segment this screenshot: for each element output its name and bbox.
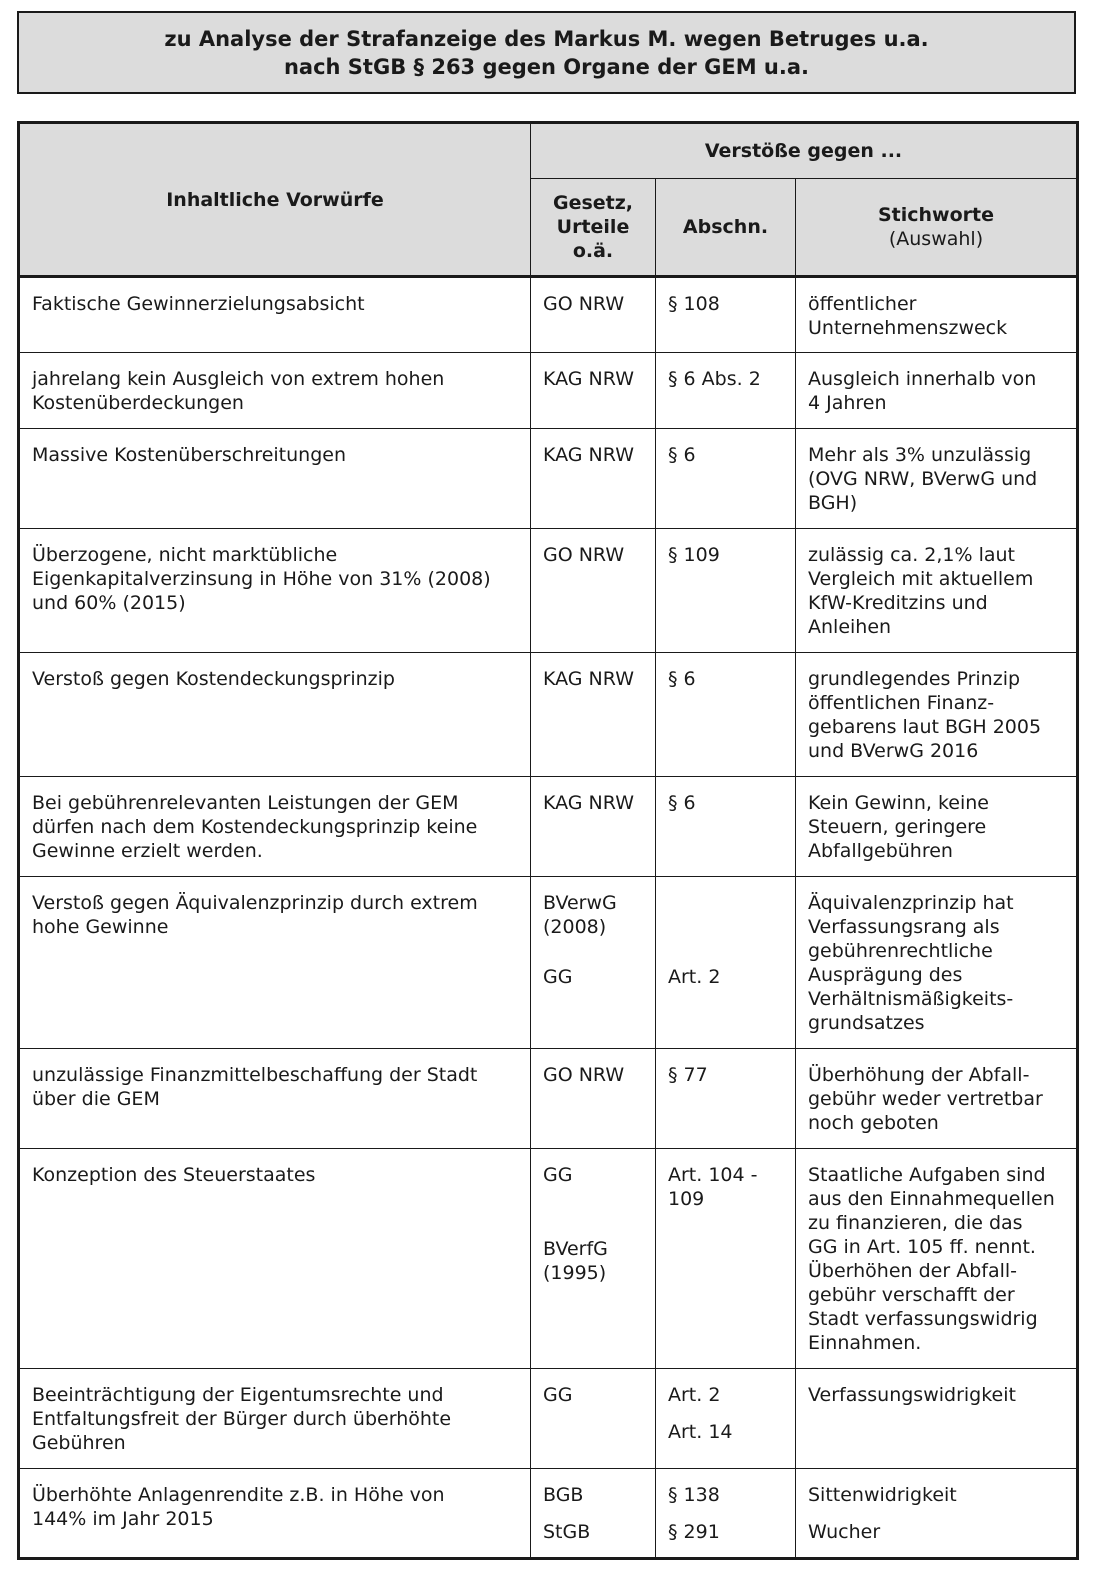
stichworte-line: Verhältnismäßigkeits- — [808, 988, 1014, 1010]
gesetz-line: (2008) — [543, 916, 607, 938]
gesetz-line: GO NRW — [543, 544, 625, 566]
table-row — [19, 653, 1078, 777]
vorwurf-line: über die GEM — [32, 1088, 160, 1110]
cell-gesetz — [531, 277, 656, 353]
header-inhaltliche-vorwuerfe: Inhaltliche Vorwürfe — [19, 123, 531, 277]
cell-gesetz — [531, 777, 656, 877]
table-row — [19, 877, 1078, 1049]
abschnitt-line: § 6 Abs. 2 — [668, 368, 761, 390]
stichworte-line: noch geboten — [808, 1112, 939, 1134]
abschnitt-line: § 108 — [668, 293, 720, 315]
abschnitt-line: Art. 104 - — [668, 1164, 758, 1186]
vorwurf-line: Verstoß gegen Äquivalenzprinzip durch extrem — [32, 892, 478, 914]
cell-stichworte — [796, 777, 1078, 877]
stichworte-line: Verfassungswidrigkeit — [808, 1384, 1016, 1406]
abschnitt-line: § 291 — [668, 1521, 720, 1543]
stichworte-line: Unternehmenszweck — [808, 317, 1008, 339]
cell-stichworte — [796, 877, 1078, 1049]
vorwurf-line: Eigenkapitalverzinsung in Höhe von 31% (2008) — [32, 568, 491, 590]
cell-stichworte — [796, 1469, 1078, 1559]
stichworte-line: Einnahmen. — [808, 1332, 922, 1354]
stichworte-line: GG in Art. 105 ff. nennt. — [808, 1236, 1036, 1258]
stichworte-line: 4 Jahren — [808, 392, 887, 414]
abschnitt-line: Art. 2 — [668, 966, 721, 988]
stichworte-line: grundlegendes Prinzip — [808, 668, 1021, 690]
abschnitt-line: § 109 — [668, 544, 720, 566]
stichworte-line: Ausprägung des — [808, 964, 963, 986]
gesetz-line: (1995) — [543, 1262, 607, 1284]
cell-stichworte — [796, 1049, 1078, 1149]
gesetz-line: StGB — [543, 1521, 591, 1543]
vorwurf-line: dürfen nach dem Kostendeckungsprinzip keine — [32, 816, 478, 838]
stichworte-line: gebarens laut BGH 2005 — [808, 716, 1042, 738]
stichworte-line: KfW-Kreditzins und — [808, 592, 988, 614]
vorwurf-line: Beeinträchtigung der Eigentumsrechte und — [32, 1384, 444, 1406]
cell-stichworte — [796, 429, 1078, 529]
abschnitt-line: § 6 — [668, 668, 696, 690]
cell-abschnitt — [656, 429, 796, 529]
table-row — [19, 777, 1078, 877]
stichworte-line: Abfallgebühren — [808, 840, 953, 862]
cell-gesetz — [531, 1369, 656, 1469]
stichworte-line: Vergleich mit aktuellem — [808, 568, 1034, 590]
cell-gesetz — [531, 653, 656, 777]
vorwurf-line: Faktische Gewinnerzielungsabsicht — [32, 293, 365, 315]
cell-gesetz — [531, 877, 656, 1049]
stichworte-line: gebühr weder vertretbar — [808, 1088, 1043, 1110]
cell-vorwurf — [19, 1469, 531, 1559]
vorwurf-line: Entfaltungsfreit der Bürger durch überhöhte — [32, 1408, 452, 1430]
cell-gesetz — [531, 1469, 656, 1559]
cell-gesetz — [531, 1049, 656, 1149]
vorwurf-line: Konzeption des Steuerstaates — [32, 1164, 316, 1186]
cell-stichworte — [796, 1149, 1078, 1369]
allegations-table — [17, 121, 1079, 1560]
cell-gesetz — [531, 529, 656, 653]
vorwurf-line: unzulässige Finanzmittelbeschaffung der Stadt — [32, 1064, 478, 1086]
abschnitt-line: § 77 — [668, 1064, 708, 1086]
cell-vorwurf — [19, 653, 531, 777]
stichworte-line: (OVG NRW, BVerwG und — [808, 468, 1038, 490]
cell-abschnitt — [656, 777, 796, 877]
cell-abschnitt — [656, 877, 796, 1049]
cell-stichworte — [796, 653, 1078, 777]
abschnitt-line: § 138 — [668, 1484, 720, 1506]
title-line-1: zu Analyse der Strafanzeige des Markus M. wegen Betruges u.a. — [164, 26, 929, 51]
abschnitt-line: Art. 2 — [668, 1384, 721, 1406]
stichworte-line: öffentlicher — [808, 293, 917, 315]
stichworte-line: Mehr als 3% unzulässig — [808, 444, 1032, 466]
gesetz-line: BVerfG — [543, 1238, 608, 1260]
cell-vorwurf — [19, 1369, 531, 1469]
stichworte-line: Überhöhen der Abfall- — [808, 1260, 1018, 1282]
stichworte-line: und BVerwG 2016 — [808, 740, 979, 762]
stichworte-line: öffentlichen Finanz- — [808, 692, 995, 714]
cell-vorwurf — [19, 429, 531, 529]
cell-abschnitt — [656, 1369, 796, 1469]
cell-abschnitt — [656, 277, 796, 353]
abschnitt-line: § 6 — [668, 792, 696, 814]
gesetz-line: BVerwG — [543, 892, 617, 914]
header-stichworte: Stichworte (Auswahl) — [796, 179, 1078, 277]
stichworte-line: Sittenwidrigkeit — [808, 1484, 957, 1506]
vorwurf-line: Überzogene, nicht marktübliche — [32, 544, 338, 566]
table-row — [19, 1049, 1078, 1149]
cell-vorwurf — [19, 277, 531, 353]
stichworte-line: gebühr verschafft der — [808, 1284, 1015, 1306]
cell-gesetz — [531, 1149, 656, 1369]
stichworte-line: Stadt verfassungswidrig — [808, 1308, 1038, 1330]
gesetz-line: GO NRW — [543, 1064, 625, 1086]
cell-abschnitt — [656, 1149, 796, 1369]
stichworte-line: Äquivalenzprinzip hat — [808, 892, 1014, 914]
cell-vorwurf — [19, 529, 531, 653]
table-row — [19, 1469, 1078, 1559]
abschnitt-line: Art. 14 — [668, 1421, 733, 1443]
gesetz-line: KAG NRW — [543, 792, 634, 814]
cell-stichworte — [796, 277, 1078, 353]
cell-vorwurf — [19, 877, 531, 1049]
vorwurf-line: Gebühren — [32, 1432, 126, 1454]
header-verstoesse-gegen: Verstöße gegen ... — [531, 123, 1078, 179]
stichworte-line: Kein Gewinn, keine — [808, 792, 989, 814]
table-row — [19, 529, 1078, 653]
cell-stichworte — [796, 1369, 1078, 1469]
cell-abschnitt — [656, 653, 796, 777]
cell-vorwurf — [19, 1049, 531, 1149]
cell-vorwurf — [19, 1149, 531, 1369]
table-row — [19, 277, 1078, 353]
cell-abschnitt — [656, 529, 796, 653]
title-line-2: nach StGB § 263 gegen Organe der GEM u.a. — [283, 54, 810, 79]
gesetz-line: GG — [543, 966, 573, 988]
stichworte-line: Überhöhung der Abfall- — [808, 1064, 1030, 1086]
header-gesetz-urteile: Gesetz, Urteile o.ä. — [531, 179, 656, 277]
stichworte-line: aus den Einnahmequellen — [808, 1188, 1055, 1210]
stichworte-line: Steuern, geringere — [808, 816, 987, 838]
vorwurf-line: Bei gebührenrelevanten Leistungen der GEM — [32, 792, 459, 814]
cell-stichworte — [796, 529, 1078, 653]
stichworte-line: Anleihen — [808, 616, 892, 638]
cell-vorwurf — [19, 353, 531, 429]
vorwurf-line: jahrelang kein Ausgleich von extrem hohen — [32, 368, 445, 390]
vorwurf-line: Gewinne erzielt werden. — [32, 840, 263, 862]
cell-stichworte — [796, 353, 1078, 429]
cell-abschnitt — [656, 1049, 796, 1149]
stichworte-line: BGH) — [808, 492, 858, 514]
cell-vorwurf — [19, 777, 531, 877]
gesetz-line: GG — [543, 1384, 573, 1406]
table-row — [19, 429, 1078, 529]
table-row — [19, 1369, 1078, 1469]
vorwurf-line: und 60% (2015) — [32, 592, 186, 614]
vorwurf-line: Massive Kostenüberschreitungen — [32, 444, 346, 466]
document-title — [17, 11, 1076, 94]
vorwurf-line: Verstoß gegen Kostendeckungsprinzip — [32, 668, 395, 690]
header-abschnitt: Abschn. — [656, 179, 796, 277]
gesetz-line: GO NRW — [543, 293, 625, 315]
stichworte-line: zulässig ca. 2,1% laut — [808, 544, 1016, 566]
gesetz-line: BGB — [543, 1484, 584, 1506]
stichworte-line: gebührenrechtliche — [808, 940, 993, 962]
vorwurf-line: hohe Gewinne — [32, 916, 169, 938]
vorwurf-line: 144% im Jahr 2015 — [32, 1508, 214, 1530]
stichworte-line: grundsatzes — [808, 1012, 925, 1034]
header-stichworte-note: (Auswahl) — [888, 228, 984, 250]
table-row — [19, 1149, 1078, 1369]
stichworte-line: Wucher — [808, 1521, 881, 1543]
stichworte-line: Verfassungsrang als — [808, 916, 1000, 938]
table-row — [19, 353, 1078, 429]
abschnitt-line: § 6 — [668, 444, 696, 466]
gesetz-line: KAG NRW — [543, 444, 634, 466]
vorwurf-line: Kostenüberdeckungen — [32, 392, 244, 414]
vorwurf-line: Überhöhte Anlagenrendite z.B. in Höhe von — [32, 1484, 445, 1506]
stichworte-line: Ausgleich innerhalb von — [808, 368, 1037, 390]
stichworte-line: Staatliche Aufgaben sind — [808, 1164, 1046, 1186]
gesetz-line: GG — [543, 1164, 573, 1186]
cell-gesetz — [531, 429, 656, 529]
cell-abschnitt — [656, 1469, 796, 1559]
cell-abschnitt — [656, 353, 796, 429]
gesetz-line: KAG NRW — [543, 368, 634, 390]
cell-gesetz — [531, 353, 656, 429]
gesetz-line: KAG NRW — [543, 668, 634, 690]
stichworte-line: zu finanzieren, die das — [808, 1212, 1023, 1234]
abschnitt-line: 109 — [668, 1188, 705, 1210]
